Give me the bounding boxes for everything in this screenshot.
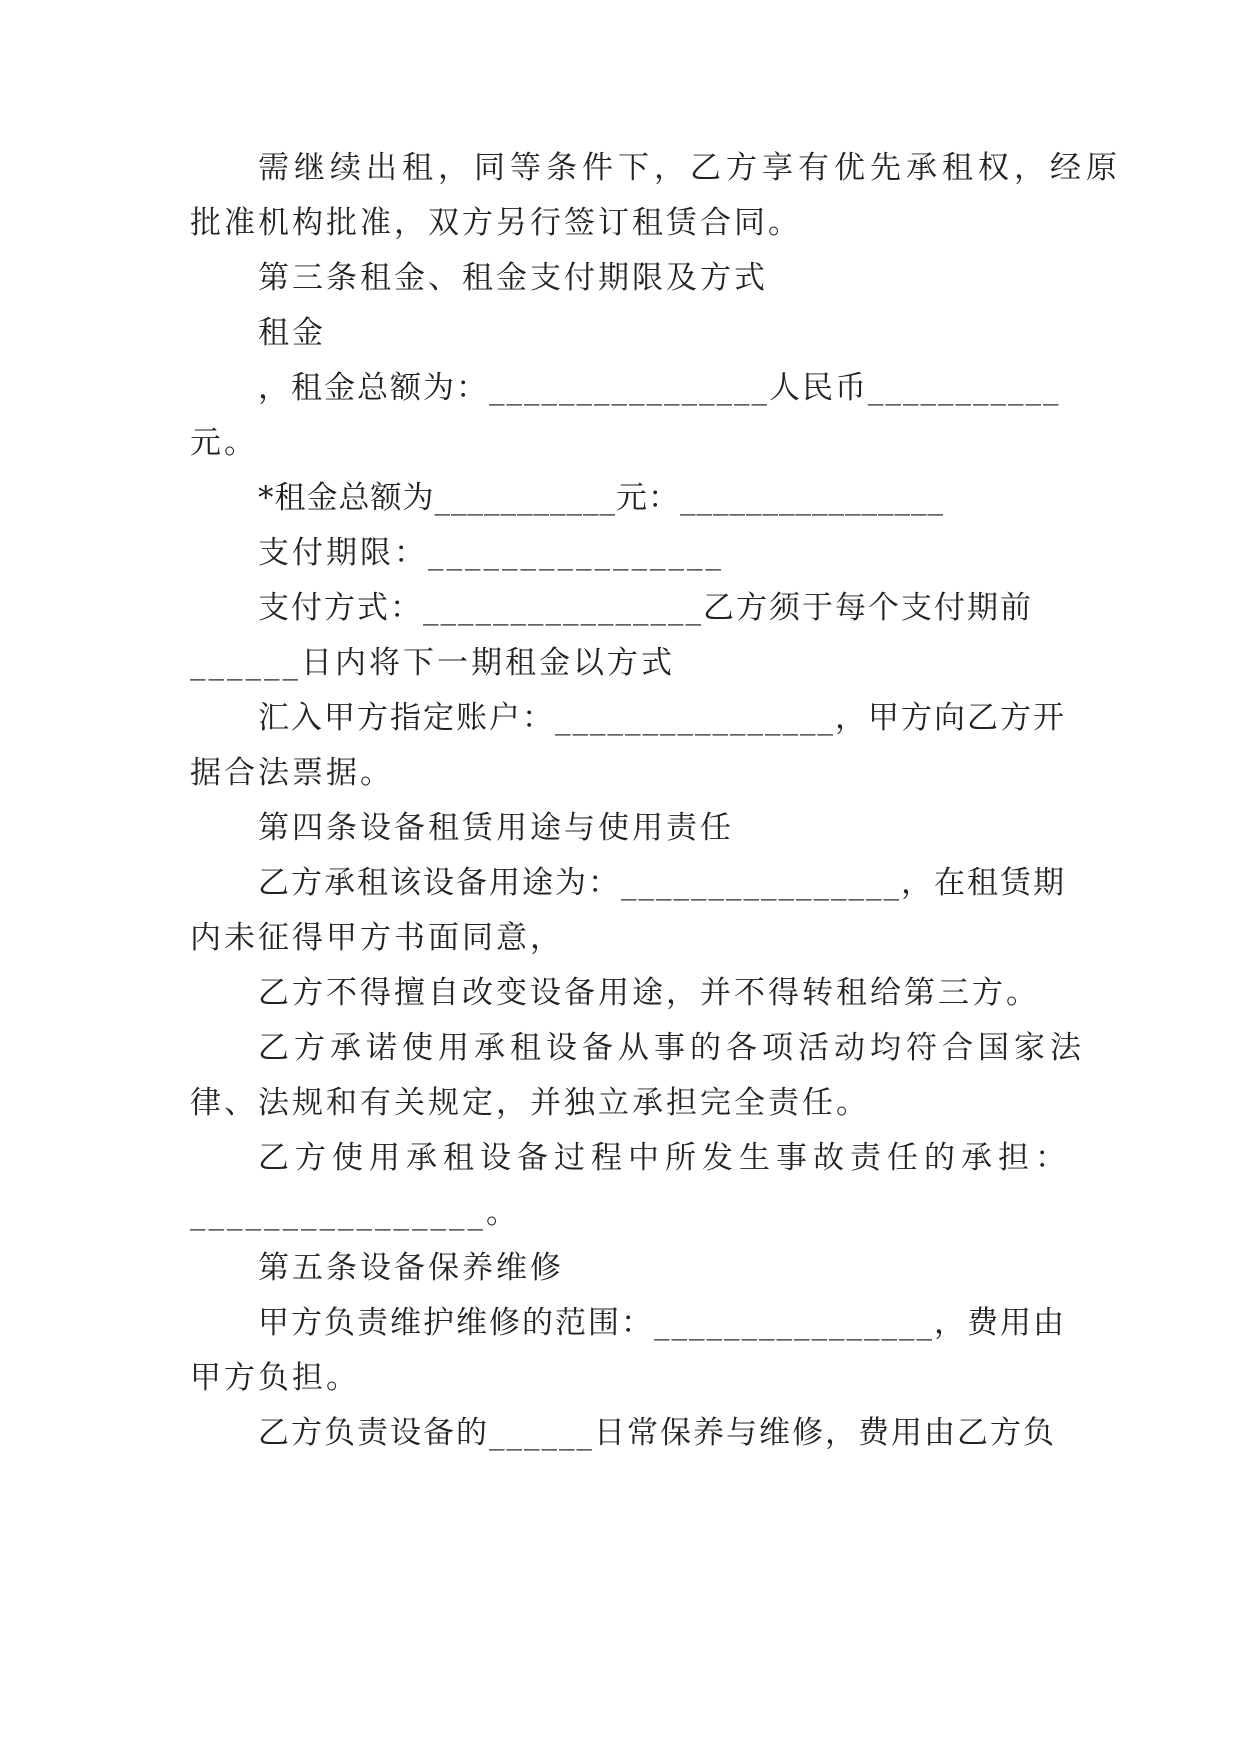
body-text-line: 批准机构批准，双方另行签订租赁合同。: [190, 205, 802, 241]
body-text-line: 甲方负担。: [190, 1360, 360, 1396]
section-heading: 第五条设备保养维修: [258, 1250, 564, 1286]
body-text-line: 据合法票据。: [190, 755, 394, 791]
section-heading: 第三条租金、租金支付期限及方式: [258, 260, 768, 296]
section-heading: 第四条设备租赁用途与使用责任: [258, 810, 734, 846]
form-field-line: 支付方式：________________乙方须于每个支付期前: [258, 590, 1033, 626]
body-text-line: 元。: [190, 425, 258, 461]
body-text-line: 租金: [258, 315, 326, 351]
form-field-line: 甲方负责维护维修的范围：________________，费用由: [258, 1305, 1066, 1341]
form-field-line: ，租金总额为：________________人民币___________: [258, 370, 1061, 406]
form-field-line: *租金总额为___________元：________________: [258, 480, 944, 516]
body-text-line: 内未征得甲方书面同意，: [190, 920, 564, 956]
form-field-line: ________________。: [190, 1195, 520, 1231]
body-text-line: 乙方承诺使用承租设备从事的各项活动均符合国家法: [258, 1030, 1086, 1066]
form-field-line: 乙方负责设备的______日常保养与维修，费用由乙方负: [258, 1415, 1056, 1451]
body-text-line: 律、法规和有关规定，并独立承担完全责任。: [190, 1085, 870, 1121]
body-text-line: 乙方不得擅自改变设备用途，并不得转租给第三方。: [258, 975, 1040, 1011]
body-text-line: 乙方使用承租设备过程中所发生事故责任的承担：: [258, 1140, 1072, 1176]
form-field-line: 乙方承租该设备用途为：________________，在租赁期: [258, 865, 1066, 901]
body-text-line: 需继续出租，同等条件下，乙方享有优先承租权，经原: [258, 150, 1122, 186]
form-field-line: ______日内将下一期租金以方式: [190, 645, 675, 681]
form-field-line: 支付期限：________________: [258, 535, 724, 571]
form-field-line: 汇入甲方指定账户：________________，甲方向乙方开: [258, 700, 1066, 736]
